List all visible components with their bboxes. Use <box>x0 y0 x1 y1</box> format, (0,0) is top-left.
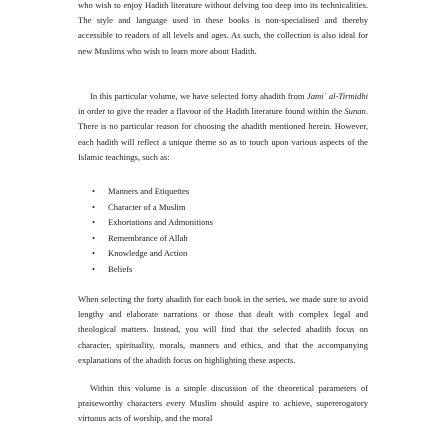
list-item-label: Remembrance of Allah <box>108 232 188 243</box>
paragraph-volume-part-a: In this particular volume, we have selected forty ahadith from <box>90 91 307 101</box>
list-item-label: Exhortations and Admonitions <box>108 217 214 228</box>
list-item <box>92 246 213 262</box>
bullet-icon: • <box>92 201 96 212</box>
list-item-label: Character of a Muslim <box>108 201 186 212</box>
bullet-icon: • <box>92 186 96 196</box>
bullet-icon: • <box>92 217 96 228</box>
bullet-icon: • <box>92 263 96 274</box>
list-item-label: Beliefs <box>108 263 133 274</box>
themes-list <box>92 184 213 278</box>
paragraph-volume <box>78 89 368 165</box>
list-item <box>92 200 213 216</box>
paragraph-intro-continued: who wish to enjoy Hadith literature without delving too deep into its technicalities. The style and language used in these books is non-specialised and thereby accessible to readers of all levels and ages. As such, the collection is also ideal for new Muslims who wish to learn more about Hadith. <box>78 0 368 56</box>
list-item-label: Manners and Etiquettes <box>108 186 190 196</box>
paragraph-within: Within this volume is a simple discussion of the theoretical parameters of praiseworthy characters every Muslim should aspire to achieve, supererogatory virtuous acts of worship, and the moral <box>78 383 368 424</box>
bullet-icon: • <box>92 232 96 243</box>
source-title-tirmidhi: Jamiʿ al-Tirmidhi <box>306 91 368 101</box>
list-item <box>92 262 213 278</box>
list-item <box>92 184 213 200</box>
list-item-label: Knowledge and Action <box>108 248 188 259</box>
list-item <box>92 215 213 231</box>
bullet-icon: • <box>92 248 96 259</box>
source-title-sunan: Sunan <box>344 106 366 117</box>
paragraph-volume-part-b: in order to give the reader a flavour of the Hadith literature found within the <box>78 106 345 117</box>
paragraph-selection: When selecting the forty ahadith for each book in the series, we made sure to avoid lengthy and elaborate narrations or those that dealt with complex legal and theological matters. Instead, you will find that the selected ahadith focus on character, spirituality, morals, manners and ethics, and that the accompanying explanations of the ahadith focus on highlighting these aspects. <box>78 294 368 365</box>
list-item <box>92 231 213 247</box>
paragraph-volume-part-c: . There is no particular reason for choosing the ahadith mentioned herein. However, each hadith will reflect a unique theme so as to touch upon various aspects of the Islamic teachings, such as: <box>78 106 368 162</box>
